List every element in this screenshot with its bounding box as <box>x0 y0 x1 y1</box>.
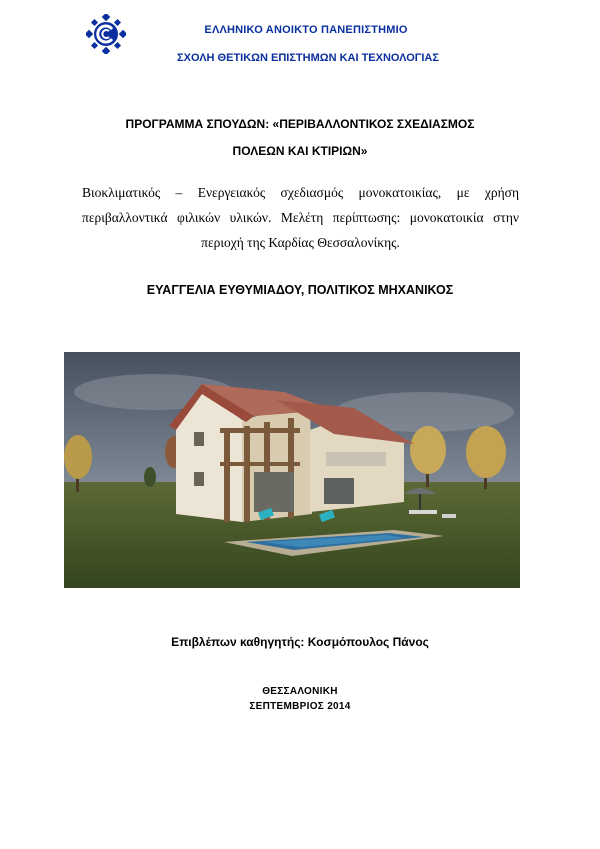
thesis-title: Βιοκλιματικός – Ενεργειακός σχεδιασμός μονοκατοικίας, με χρήση περιβαλλοντικά φιλικών υλικών. Μελέτη περίπτωσης: μονοκατοικία στην περιοχή της Καρδίας Θεσσαλονίκης. <box>82 185 519 250</box>
university-name: ΕΛΛΗΝΙΚΟ ΑΝΟΙΚΤΟ ΠΑΝΕΠΙΣΤΗΜΙΟ <box>204 24 408 36</box>
school-name: ΣΧΟΛΗ ΘΕΤΙΚΩΝ ΕΠΙΣΤΗΜΩΝ ΚΑΙ ΤΕΧΝΟΛΟΓΙΑΣ <box>177 52 439 64</box>
program-title <box>70 111 530 165</box>
date: ΣΕΠΤΕΜΒΡΙΟΣ 2014 <box>249 701 351 712</box>
program-title-line-2: ΠΟΛΕΩΝ ΚΑΙ ΚΤΙΡΙΩΝ» <box>232 144 368 158</box>
author-name: ΕΥΑΓΓΕΛΙΑ ΕΥΘΥΜΙΑΔΟΥ, ΠΟΛΙΤΙΚΟΣ ΜΗΧΑΝΙΚΟΣ <box>146 283 454 297</box>
city: ΘΕΣΣΑΛΟΝΙΚΗ <box>262 686 338 697</box>
university-logo-icon <box>86 14 126 54</box>
supervisor-line: Επιβλέπων καθηγητής: Κοσμόπουλος Πάνος <box>171 635 429 649</box>
house-render-image <box>64 352 520 588</box>
program-title-line-1: ΠΡΟΓΡΑΜΜΑ ΣΠΟΥΔΩΝ: «ΠΕΡΙΒΑΛΛΟΝΤΙΚΟΣ ΣΧΕΔΙΑΣΜΟΣ <box>125 117 475 131</box>
